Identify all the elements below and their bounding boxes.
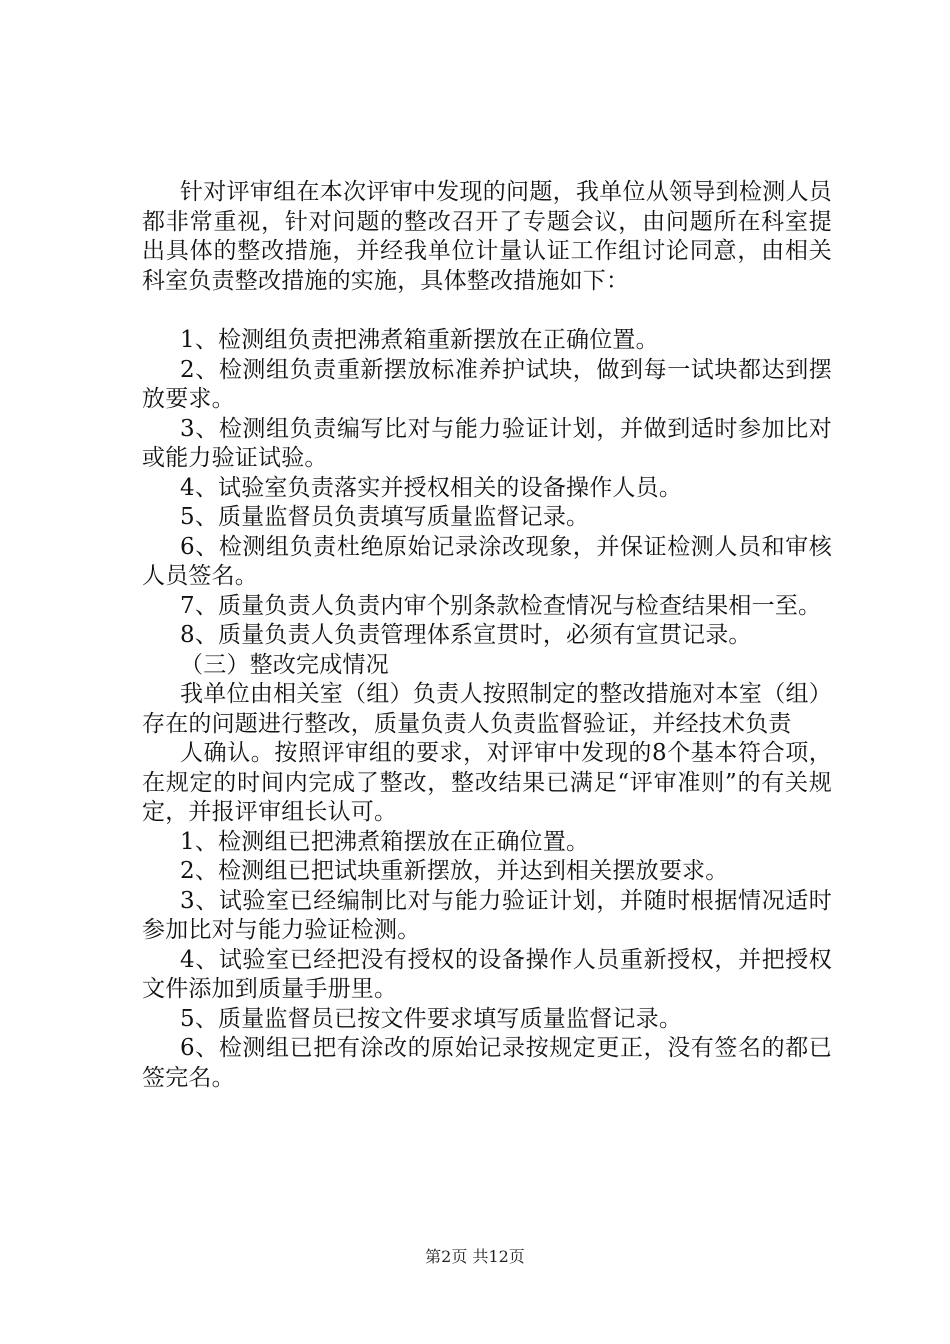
result-item: 2、检测组已把试块重新摆放，并达到相关摆放要求。: [180, 858, 729, 884]
measure-item: 3、检测组负责编写比对与能力验证计划，并做到适时参加比对或能力验证试验。: [142, 415, 832, 471]
result-item: 1、检测组已把沸煮箱摆放在正确位置。: [180, 828, 590, 855]
measure-item: 1、检测组负责把沸煮箱重新摆放在正确位置。: [180, 327, 659, 353]
measure-item: 4、试验室负责落实并授权相关的设备操作人员。: [180, 474, 683, 501]
measure-item: 6、检测组负责杜绝原始记录涂改现象，并保证检测人员和审核人员签名。: [142, 533, 832, 589]
page-footer: 第2页 共12页: [425, 1247, 525, 1266]
measure-item: 5、质量监督员负责填写质量监督记录。: [180, 504, 590, 530]
completion-paragraph: 我单位由相关室（组）负责人按照制定的整改措施对本室（组）存在的问题进行整改，质量负责人负责监督验证，并经技术负责: [142, 681, 832, 737]
document-body: [142, 178, 832, 1093]
result-item: 3、试验室已经编制比对与能力验证计划，并随时根据情况适时参加比对与能力验证检测。: [142, 887, 832, 943]
result-item: 5、质量监督员已按文件要求填写质量监督记录。: [180, 1005, 683, 1032]
paragraph-gap: [142, 296, 832, 326]
intro-paragraph: 针对评审组在本次评审中发现的问题，我单位从领导到检测人员都非常重视，针对问题的整改召开了专题会议，由问题所在科室提出具体的整改措施，并经我单位计量认证工作组讨论同意，由相关科室负责整改措施的实施，具体整改措施如下：: [142, 179, 832, 294]
measure-item: 7、质量负责人负责内审个别条款检查情况与检查结果相一至。: [180, 592, 822, 619]
completion-paragraph: 人确认。按照评审组的要求，对评审中发现的8个基本符合项，在规定的时间内完成了整改，整改结果已满足“评审准则”的有关规定，并报评审组长认可。: [142, 740, 832, 825]
measure-item: 2、检测组负责重新摆放标准养护试块，做到每一试块都达到摆放要求。: [142, 356, 832, 412]
result-item: 6、检测组已把有涂改的原始记录按规定更正，没有签名的都已签完名。: [142, 1035, 832, 1091]
result-item: 4、试验室已经把没有授权的设备操作人员重新授权，并把授权文件添加到质量手册里。: [142, 946, 832, 1002]
measure-item: 8、质量负责人负责管理体系宣贯时，必须有宣贯记录。: [180, 622, 752, 648]
section-heading: （三）整改完成情况: [180, 651, 389, 678]
